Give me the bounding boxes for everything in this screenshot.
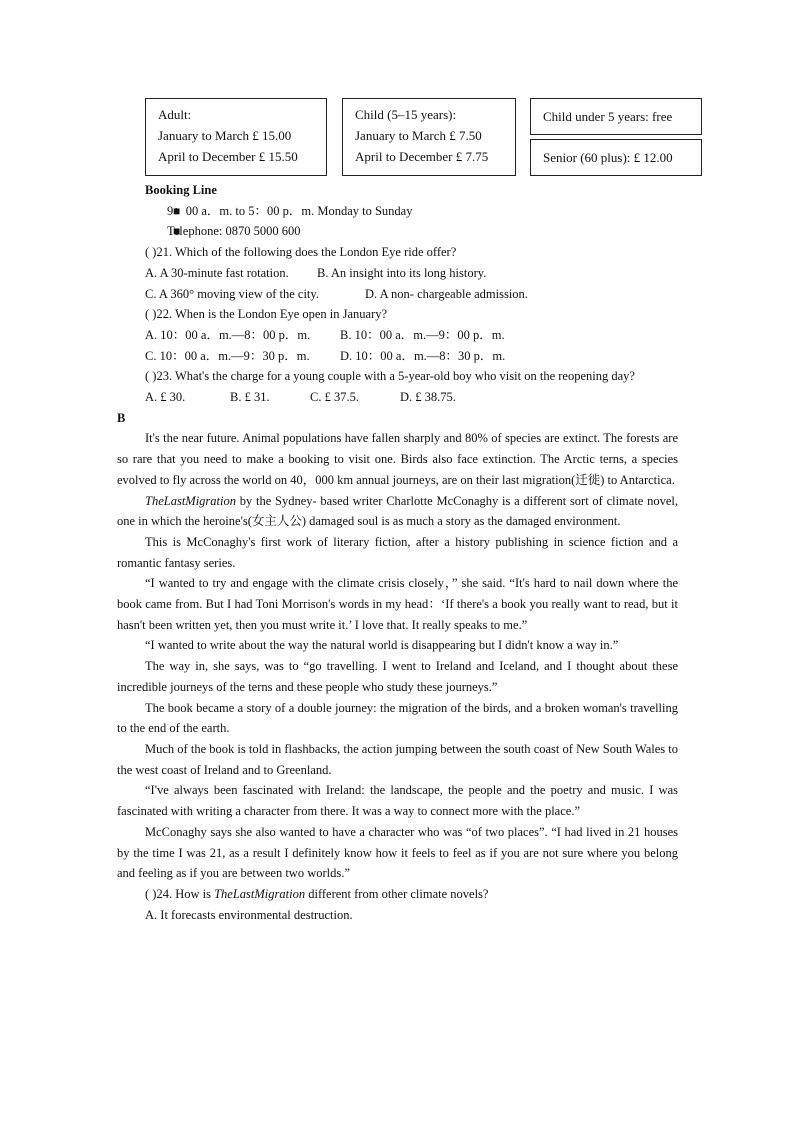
booking-phone-line (117, 221, 678, 242)
booking-hours-line (117, 201, 678, 222)
q22-option-d: D. 10：00 a．m.—8：30 p．m. (340, 348, 506, 363)
booking-phone: Telephone: 0870 5000 600 (167, 224, 301, 239)
paragraph-5: “I wanted to write about the way the natural world is disappearing but I didn't know a way in.” (145, 638, 619, 653)
q24-stem-post: different from other climate novels? (305, 886, 489, 901)
child-label: Child (5–15 years): (355, 107, 457, 122)
child-price-box (342, 98, 516, 176)
adult-price-box (145, 98, 327, 176)
bullet-icon (145, 204, 167, 218)
child-under-5-text: Child under 5 years: free (543, 109, 673, 124)
document-body (117, 180, 678, 925)
q22-option-a: A. 10：00 a．m.—8：00 p．m. (145, 327, 311, 342)
adult-label: Adult: (158, 107, 192, 122)
q21-option-a: A. A 30-minute fast rotation. (145, 265, 289, 280)
q22-option-c: C. 10：00 a．m.—9：30 p．m. (145, 348, 310, 363)
senior-price-box (530, 139, 702, 176)
booking-title: Booking Line (145, 183, 217, 197)
q22-options-cd (117, 346, 678, 367)
q23-option-b: B. £ 31. (230, 390, 270, 405)
paragraph-6: The way in, she says, was to “go travelling. I went to Ireland and Iceland, and I thought about these incredible journeys of the terns and these people who study these journeys.” (117, 659, 678, 694)
q21-stem: ( )21. Which of the following does the London Eye ride offer? (145, 245, 457, 260)
q23-option-a: A. £ 30. (145, 390, 186, 405)
adult-price-apr-dec: April to December £ 15.50 (158, 149, 298, 164)
paragraph-2 (117, 491, 678, 532)
q22-option-b: B. 10：00 a．m.—9：00 p．m. (340, 327, 505, 342)
booking-hours: 9：00 a．m. to 5：00 p．m. Monday to Sunday (167, 203, 413, 218)
section-b-heading: B (117, 410, 126, 425)
bullet-icon (145, 224, 167, 238)
q22-stem: ( )22. When is the London Eye open in January? (145, 307, 388, 322)
child-price-apr-dec: April to December £ 7.75 (355, 149, 489, 164)
q23-option-d: D. £ 38.75. (400, 390, 456, 405)
paragraph-9: “I've always been fascinated with Ireland: the landscape, the people and the poetry and music. I was fascinated with writing a character from there. It was a way to connect more with the place.” (117, 783, 678, 819)
q24-book-title: TheLastMigration (214, 886, 306, 901)
q24-stem-pre: ( )24. How is (145, 886, 215, 901)
book-title: TheLastMigration (145, 493, 236, 508)
q24-stem (117, 884, 678, 905)
child-under-5-box (530, 98, 702, 135)
q23-options (117, 387, 678, 408)
q21-option-b: B. An insight into its long history. (317, 265, 487, 280)
paragraph-1: It's the near future. Animal populations have fallen sharply and 80% of species are extinct. The forests are so rare that you need to make a booking to visit one. Birds also face extinction. The Arctic terns, a species evolved to fly across the world on 40，000 km annual journeys, are on their last migration(迁徙) to Antarctica. (117, 431, 678, 487)
q24-option-a: A. It forecasts environmental destruction. (145, 907, 353, 922)
paragraph-2-text: by the Sydney- based writer Charlotte McConaghy is a different sort of climate novel, one in which the heroine's(女主人公) damaged soul is as much a story as the damaged environment. (117, 493, 678, 529)
paragraph-7: The book became a story of a double journey: the migration of the birds, and a broken woman's travelling to the end of the earth. (117, 700, 678, 736)
senior-price-text: Senior (60 plus): £ 12.00 (543, 150, 673, 165)
adult-price-jan-mar: January to March £ 15.00 (158, 128, 292, 143)
paragraph-4: “I wanted to try and engage with the climate crisis closely，” she said. “It's hard to nail down where the book came from. But I had Toni Morrison's words in my head：‘If there's a book you really want to read, but it hasn't been written yet, then you must write it.’ I love that. It really speaks to me.” (117, 576, 678, 632)
q22-options-ab (117, 325, 678, 346)
q21-option-c: C. A 360° moving view of the city. (145, 286, 319, 301)
q21-option-d: D. A non- chargeable admission. (365, 286, 528, 301)
paragraph-3: This is McConaghy's first work of literary fiction, after a history publishing in science fiction and a romantic fantasy series. (117, 534, 678, 570)
q21-options-cd (117, 284, 678, 305)
child-price-jan-mar: January to March £ 7.50 (355, 128, 482, 143)
paragraph-8: Much of the book is told in flashbacks, the action jumping between the south coast of New South Wales to the west coast of Ireland and to Greenland. (117, 741, 678, 777)
q23-option-c: C. £ 37.5. (310, 390, 359, 405)
q23-stem: ( )23. What's the charge for a young couple with a 5-year-old boy who visit on the reopening day? (145, 369, 635, 384)
paragraph-10: McConaghy says she also wanted to have a character who was “of two places”. “I had lived in 21 houses by the time I was 21, as a result I definitely know how it feels to feel as if you are not sure where you belong and feeling as if you are between two worlds.” (117, 824, 678, 881)
q21-options-ab (117, 263, 678, 284)
